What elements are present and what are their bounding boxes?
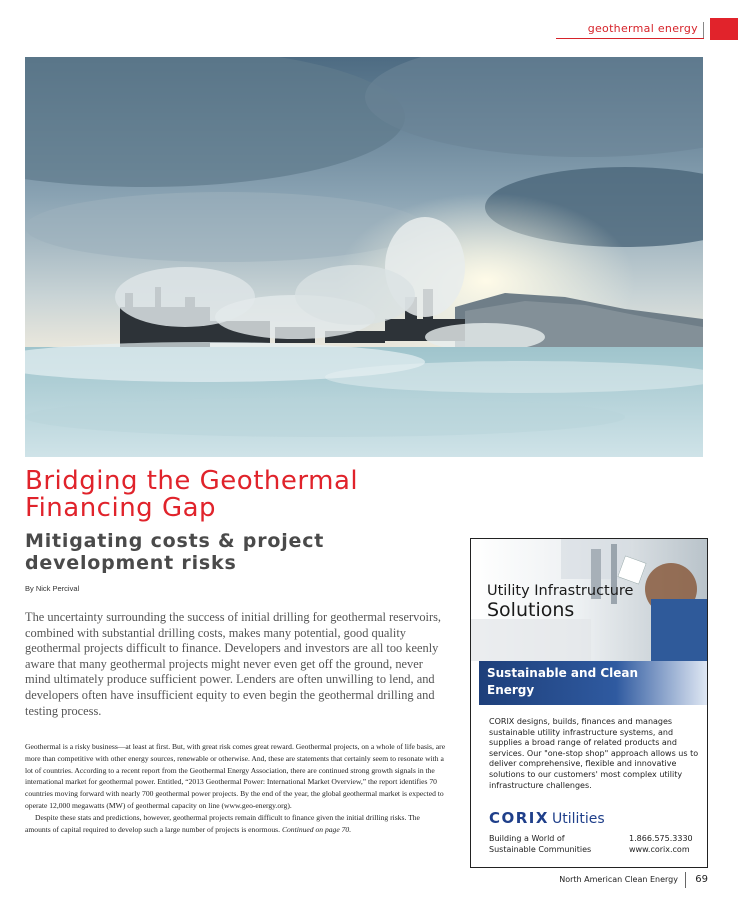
ad-band-text: Sustainable and Clean Energy [487,666,639,697]
footer-publication: North American Clean Energy [559,875,678,884]
continued-link[interactable]: Continued on page 70. [281,824,352,834]
byline: By Nick Percival [25,584,80,593]
article-title: Bridging the Geothermal Financing Gap [25,466,359,523]
hero-photo [25,57,703,457]
ad-tagline-line2: Sustainable Communities [489,845,592,854]
page-number: 69 [695,874,708,885]
ad-tagline-line1: Building a World of [489,834,565,843]
ad-description: CORIX designs, builds, finances and manages sustainable utility infrastructure systems, and supplies a broad range of related products and services. Our "one-stop shop" approach allows us to deliver comprehensive, flexible and innovative solutions to our customers' most complex utility infrastructure challenges. [489,717,699,790]
header-divider [703,22,704,38]
geothermal-plant-photo-icon [25,57,703,457]
header-rule [556,38,704,39]
article-body [25,741,447,835]
section-tag: geothermal energy [587,22,698,35]
ad-contact [629,833,701,855]
ad-tagline [489,833,609,855]
corix-logo-word: Utilities [551,811,605,827]
ad-band [479,661,707,705]
body-paragraph-2-text: Despite these stats and predictions, however, geothermal projects remain difficult to finance given the initial drilling risks. The amounts of capital required to develop such a large number of projects is enormous. [25,812,420,834]
body-paragraph-1: Geothermal is a risky business—at least at first. But, with great risk comes great reward. Geothermal projects, on a whole of life basis, are more than competitive with other energy sources, renewable or otherwise. And, these are statements that certainly seem to resonate with a lot of countries. According to a recent report from the Geothermal Energy Association, there are continued strong growth signals in the international market for geothermal power. Entitled, “2013 Geothermal Power: International Market Overview,” the report identifies 70 countries moving forward with nearly 700 geothermal power projects. By the end of the year, the global geothermal market is expected to operate 12,000 megawatts (MW) of geothermal capacity on line (www.geo-energy.org). [25,742,446,810]
ad-website-link[interactable]: www.corix.com [629,845,690,854]
article-intro: The uncertainty surrounding the success of initial drilling for geothermal reservoirs, combined with substantial drilling costs, makes many potential, good quality geothermal projects difficult to finance. Developers and investors are all too keenly aware that many geothermal projects might never even get off the ground, never mind ultimately produce sufficient power. Lenders are often unwilling to lend, and developers often have insufficient equity to even begin the geothermal drilling and testing process. [25,610,441,718]
ad-heading-line2: Solutions [487,599,575,621]
corix-logo [489,809,605,828]
article-subtitle: Mitigating costs & project development risks [25,530,325,574]
corix-advertisement[interactable] [470,538,708,868]
body-paragraph-2 [25,812,447,836]
header-accent-block [710,18,738,40]
ad-phone[interactable]: 1.866.575.3330 [629,834,693,843]
corix-logo-mark: CORIX [489,809,549,827]
ad-heading-line1: Utility Infrastructure [487,583,634,599]
footer-divider [685,872,686,888]
